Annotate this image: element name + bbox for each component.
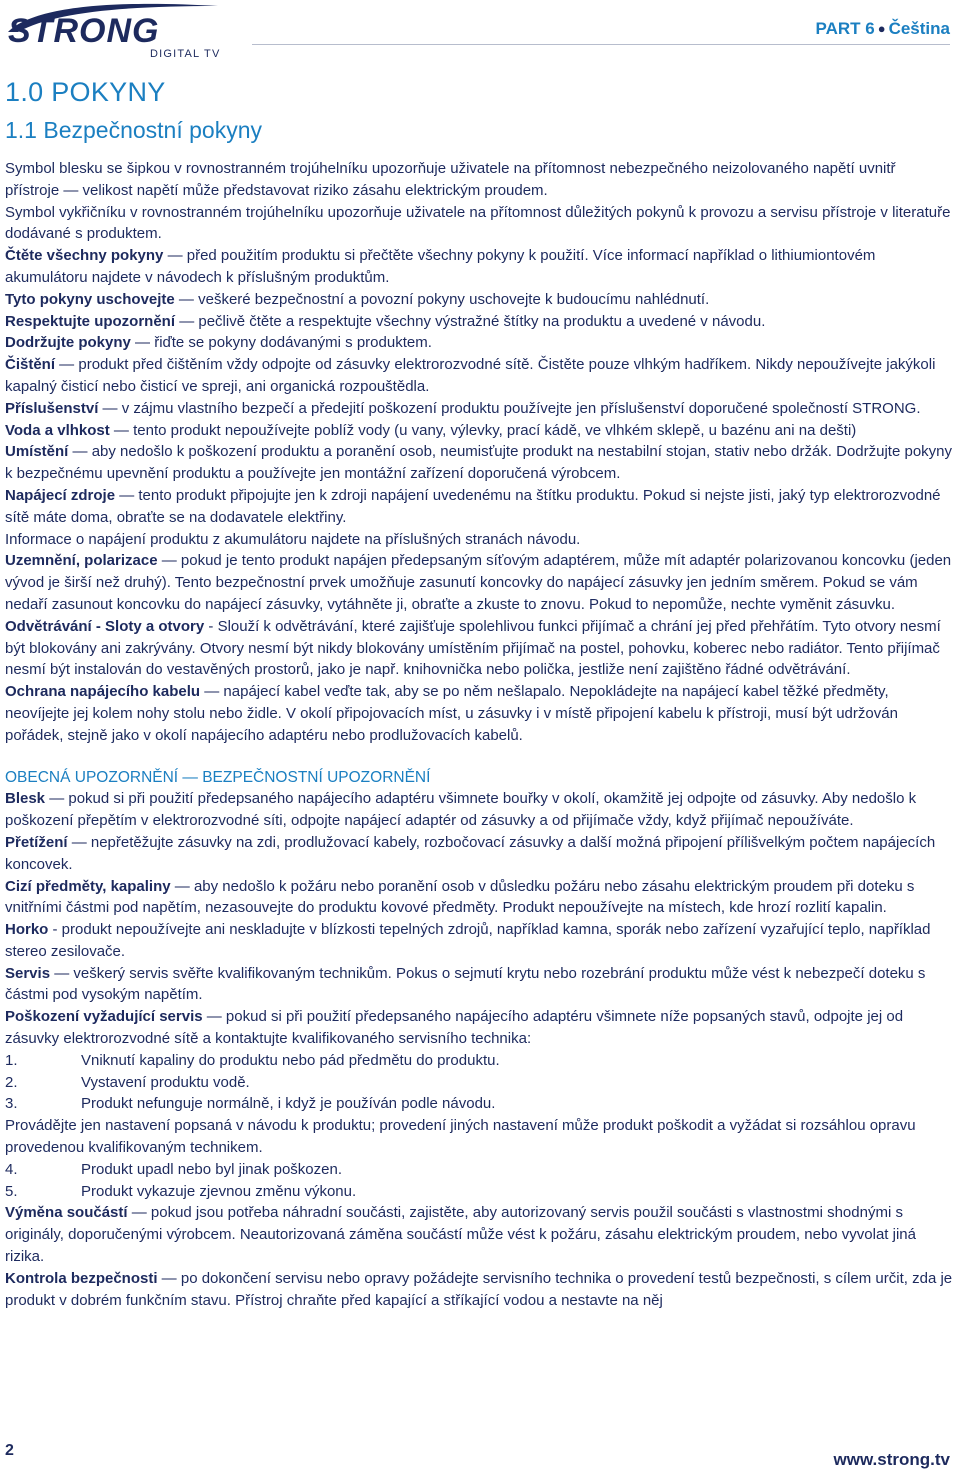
paragraph-heading: Přetížení xyxy=(5,833,68,851)
paragraph-heading: Příslušenství xyxy=(5,399,99,417)
paragraph-text: — aby nedošlo k poškození produktu a poranění osob, neumisťujte produkt na nestabilní stojan, stativ nebo držák. Dodržujte pokyny k bezpečnému upevnění produktu a používejte jen montážní zařízení doporučená výrobcem. xyxy=(5,443,953,483)
list-item xyxy=(5,1159,953,1181)
paragraph xyxy=(5,1268,953,1312)
paragraph-text: — pokud si při použití předepsaného napájecího adaptéru všimnete níže popsaných stavů, odpojte jej od zásuvky elektrorozvodné sítě a kontaktujte kvalifikovaného servisního technika: xyxy=(5,1008,904,1048)
paragraph xyxy=(5,963,953,1007)
paragraph-heading: Servis xyxy=(5,964,51,982)
paragraph xyxy=(5,398,953,420)
header-divider xyxy=(252,44,950,45)
paragraph xyxy=(5,788,953,832)
paragraph: Provádějte jen nastavení popsaná v návodu k produktu; provedení jiných nastavení může produkt poškodit a vyžádat si rozsáhlou opravu provedenou kvalifikovaným technikem. xyxy=(5,1117,916,1157)
paragraph-text: — pokud si při použití předepsaného napájecího adaptéru všimnete bouřky v okolí, okamžitě jej odpojte od zásuvky. Aby nedošlo k poškození přepětím v elektrorozvodné síti, odpojte napájecí adaptér od zásuvky a od přijímače vždy, když přijímač nepoužíváte. xyxy=(5,790,917,830)
paragraph-heading: Uzemnění, polarizace xyxy=(5,552,158,570)
paragraph-heading: Poškození vyžadující servis xyxy=(5,1008,203,1026)
part-label: PART 6 xyxy=(815,19,875,38)
paragraph-heading: Cizí předměty, kapaliny xyxy=(5,877,171,895)
paragraph-text: — pokud jsou potřeba náhradní součásti, zajistěte, aby autorizovaný servis použil součásti s vlastnostmi shodnými s originály, doporučenými výrobcem. Neautorizovaná záměna součástí může vést k požáru, zásahu elektrickým proudem, nebo vyvolat jiná rizika. xyxy=(5,1204,916,1266)
paragraph-text: — napájecí kabel veďte tak, aby se po něm nešlapalo. Nepokládejte na napájecí kabel těžké předměty, neovíjejte jej kolem nohy stolu nebo židle. V okolí připojovacích míst, u zásuvky i v místě připojení kabelu k přístroji, musí být udržován pořádek, stejně jako v okolí napájecího adaptéru nebo prodlužovacích kabelů. xyxy=(5,683,898,744)
list-number: 3. xyxy=(5,1095,18,1113)
paragraph-text: — veškeré bezpečnostní a povozní pokyny uschovejte k budoucímu nahlédnutí. xyxy=(174,290,710,308)
paragraph-heading: Čištění xyxy=(5,356,56,374)
list-item xyxy=(5,1093,953,1115)
paragraph-text: — po dokončení servisu nebo opravy požádejte servisního technika o provedení testů bezpečnosti, s cílem určit, zda je produkt v dobrém funkčním stavu. Přístroj chraňte před kapající a stříkající vodou a nestavte na něj xyxy=(5,1269,953,1309)
paragraph xyxy=(5,550,953,615)
paragraph-text: — v zájmu vlastního bezpečí a předejití poškození produktu používejte jen příslušenství doporučené společností STRONG. xyxy=(98,399,921,417)
list-text: Produkt vykazuje zjevnou změnu výkonu. xyxy=(81,1182,357,1200)
paragraph xyxy=(5,832,953,876)
footer-url: www.strong.tv xyxy=(833,1450,950,1469)
strong-logo-icon xyxy=(4,2,220,52)
bullet-icon: ● xyxy=(877,21,886,36)
logo-text: STRONG xyxy=(8,12,160,50)
document-body xyxy=(5,158,953,1311)
paragraph-heading: Odvětrávání - Sloty a otvory xyxy=(5,617,205,635)
list-text: Produkt nefunguje normálně, i když je používán podle návodu. xyxy=(81,1095,496,1113)
paragraph-text: — produkt před čištěním vždy odpojte od zásuvky elektrorozvodné sítě. Čistěte pouze vlhkým hadříkem. Nikdy nepoužívejte jakýkoli kapalný čisticí nebo čisticí ve spreji, ani organická rozpouštědla. xyxy=(5,356,936,395)
paragraph xyxy=(5,420,953,442)
paragraph: Informace o napájení produktu z akumulátoru najdete na příslušných stranách návodu. xyxy=(5,530,581,548)
page-number: 2 xyxy=(5,1442,14,1459)
paragraph-text: — nepřetěžujte zásuvky na zdi, prodlužovací kabely, rozbočovací zásuvky a další možná připojení přílišvelkým počtem napájecích koncovek. xyxy=(5,833,936,873)
section-subtitle: 1.1 Bezpečnostní pokyny xyxy=(5,117,262,143)
paragraph-text: — veškerý servis svěřte kvalifikovaným technikům. Pokus o sejmutí krytu nebo rozebrání produktu může vést k nebezpečí doteku s částmi pod vysokým napětím. xyxy=(5,964,926,1004)
paragraph xyxy=(5,332,953,354)
list-number: 4. xyxy=(5,1160,18,1178)
paragraph-text: — tento produkt nepoužívejte poblíž vody (u vany, výlevky, prací kádě, ve vlhkém sklepě, u bazénu ani na dešti) xyxy=(109,421,857,439)
paragraph: Symbol vykřičníku v rovnostranném trojúhelníku upozorňuje uživatele na přítomnost důležitých pokynů k provozu a servisu přístroje v literatuře dodávané s produktem. xyxy=(5,203,951,243)
paragraph-text: — tento produkt připojujte jen k zdroji napájení uvedenému na štítku produktu. Pokud si nejste jisti, jaký typ elektrorozvodné sítě máte doma, obraťte se na dodavatele elektřiny. xyxy=(5,486,941,526)
paragraph xyxy=(5,311,953,333)
list-number: 1. xyxy=(5,1051,18,1069)
list-item xyxy=(5,1072,953,1094)
paragraph xyxy=(5,681,953,746)
paragraph xyxy=(5,616,953,681)
paragraph: Symbol blesku se šipkou v rovnostranném trojúhelníku upozorňuje uživatele na přítomnost nebezpečného neizolovaného napětí uvnitř přístroje — velikost napětí může představovat riziko zásahu elektrickým proudem. xyxy=(5,160,896,199)
list-number: 2. xyxy=(5,1073,18,1091)
paragraph-text: — řiďte se pokyny dodávanými s produktem. xyxy=(130,334,432,352)
page-title: 1.0 POKYNY xyxy=(5,77,166,107)
paragraph-heading: Výměna součástí xyxy=(5,1204,128,1222)
paragraph-text: — pokud je tento produkt napájen předepsaným síťovým adaptérem, může mít adaptér polarizovanou koncovku (jeden vývod je širší než druhý). Tento bezpečnostní prvek umožňuje zasunutí koncovky do napájecí zásuvky jen jedním směrem. Pokud se vám nedaří zasunout koncovku do napájecí zásuvky, vytáhněte ji, obraťte a zkuste to znovu. Pokud to nepomůže, nechte vyměnit zásuvku. xyxy=(5,552,952,613)
logo-subtitle: DIGITAL TV xyxy=(150,48,221,60)
list-text: Produkt upadl nebo byl jinak poškozen. xyxy=(81,1160,343,1178)
paragraph-heading: Respektujte upozornění xyxy=(5,312,176,330)
paragraph xyxy=(5,289,953,311)
paragraph xyxy=(5,354,953,398)
language-label: Čeština xyxy=(888,19,950,38)
paragraph xyxy=(5,919,953,963)
paragraph-text: - Slouží k odvětrávání, které zajišťuje spolehlivou funkci přijímač a chrání jej před přehřátím. Tyto otvory nesmí být blokovány ani zakrývány. Otvory nesmí být nikdy blokovány umístěním přijímač na postel, pohovku, koberec nebo radiátor. Tento přijímač nesmí být instalován do vestavěných prostorů, jako je např. knihovnička nebo polička, jestliže není zajištěno řádné odvětrávání. xyxy=(5,617,941,679)
section-heading: OBECNÁ UPOZORNĚNÍ — BEZPEČNOSTNÍ UPOZORNĚNÍ xyxy=(5,768,431,786)
paragraph xyxy=(5,1202,953,1267)
paragraph-text: — aby nedošlo k požáru nebo poranění osob v důsledku požáru nebo zásahu elektrickým proudem při doteku s vnitřními částmi pod napětím, nezasouvejte do produktu kovové předměty. Produkt nepoužívejte na místech, kde hrozí rozlití kapalin. xyxy=(5,877,915,917)
list-text: Vystavení produktu vodě. xyxy=(81,1073,250,1091)
paragraph xyxy=(5,485,953,529)
paragraph-heading: Ochrana napájecího kabelu xyxy=(5,683,201,701)
paragraph-heading: Napájecí zdroje xyxy=(5,486,116,504)
list-item xyxy=(5,1050,953,1072)
paragraph-text: — pečlivě čtěte a respektujte všechny výstražné štítky na produktu a uvedené v návodu. xyxy=(175,312,766,330)
paragraph xyxy=(5,876,953,920)
list-number: 5. xyxy=(5,1182,18,1200)
paragraph-heading: Tyto pokyny uschovejte xyxy=(5,290,175,308)
paragraph xyxy=(5,441,953,485)
paragraph xyxy=(5,1006,953,1050)
paragraph-heading: Blesk xyxy=(5,790,46,808)
paragraph-heading: Voda a vlhkost xyxy=(5,421,110,439)
spacer xyxy=(5,747,953,767)
header-section-label xyxy=(816,19,950,39)
paragraph-heading: Dodržujte pokyny xyxy=(5,334,131,352)
paragraph-text: - produkt nepoužívejte ani neskladujte v blízkosti tepelných zdrojů, například kamna, sporák nebo zařízení vyzařující teplo, například stereo zesilovače. xyxy=(5,921,931,960)
paragraph-heading: Čtěte všechny pokyny xyxy=(5,247,164,265)
list-item xyxy=(5,1181,953,1203)
list-text: Vniknutí kapaliny do produktu nebo pád předmětu do produktu. xyxy=(81,1051,500,1069)
paragraph-heading: Kontrola bezpečnosti xyxy=(5,1269,158,1287)
paragraph-heading: Umístění xyxy=(5,443,69,461)
paragraph xyxy=(5,245,953,289)
paragraph-text: — před použitím produktu si přečtěte všechny pokyny k použití. Více informací například o lithiumiontovém akumulátoru najdete v návodech k příslušným produktům. xyxy=(5,247,876,286)
paragraph-heading: Horko xyxy=(5,921,49,939)
